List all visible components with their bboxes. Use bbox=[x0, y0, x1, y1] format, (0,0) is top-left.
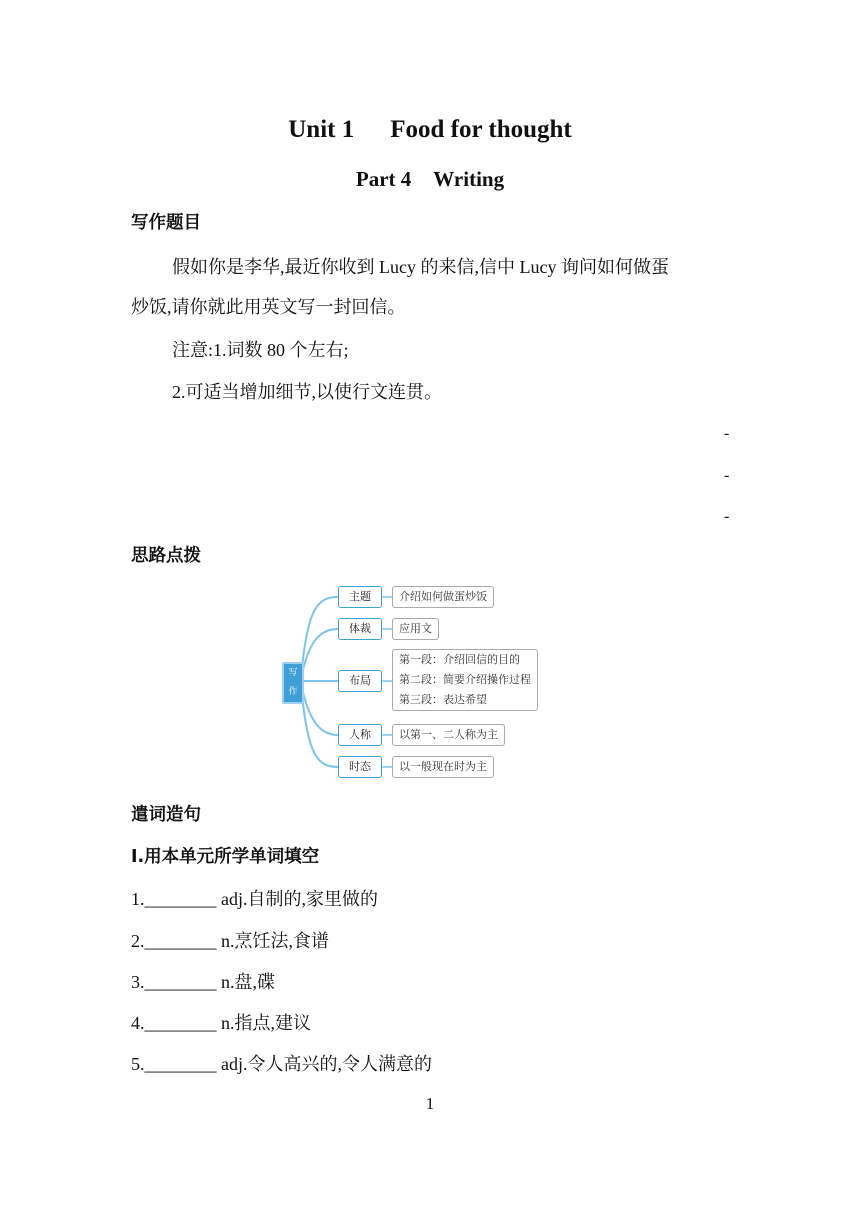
section-heading-task: 写作题目 bbox=[131, 213, 201, 233]
item-definition: n.指点,建议 bbox=[216, 1013, 311, 1033]
task-line-1: 假如你是李华,最近你收到 Lucy 的来信,信中 Lucy 询问如何做蛋 bbox=[172, 257, 669, 277]
document-title bbox=[0, 116, 860, 144]
answer-blank: ________ bbox=[144, 931, 217, 951]
mind-map-detail-person: 以第一、二人称为主 bbox=[392, 724, 505, 746]
task-line-2: 炒饭,请你就此用英文写一封回信。 bbox=[131, 297, 406, 317]
item-number: 3. bbox=[131, 972, 145, 992]
layout-line-1: 第一段：介绍回信的目的 bbox=[399, 653, 520, 666]
item-number: 2. bbox=[131, 931, 145, 951]
task-note-1: 注意:1.词数 80 个左右; bbox=[172, 340, 349, 360]
exercise-item bbox=[131, 927, 329, 953]
mind-map-node-person: 人称 bbox=[338, 724, 382, 746]
answer-blank: ________ bbox=[144, 1054, 217, 1074]
part-name: Writing bbox=[433, 167, 505, 191]
unit-number: Unit 1 bbox=[288, 116, 355, 143]
item-definition: adj.自制的,家里做的 bbox=[216, 889, 378, 909]
exercise-heading: Ⅰ.用本单元所学单词填空 bbox=[131, 847, 320, 867]
answer-blank: ________ bbox=[144, 972, 217, 992]
layout-line-2: 第二段：简要介绍操作过程 bbox=[399, 673, 531, 686]
mind-map-detail-genre: 应用文 bbox=[392, 618, 439, 640]
answer-blank: ________ bbox=[144, 889, 217, 909]
exercise-item bbox=[131, 885, 378, 911]
document-subtitle bbox=[0, 167, 860, 192]
mind-map-node-topic: 主题 bbox=[338, 586, 382, 608]
part-number: Part 4 bbox=[355, 167, 412, 191]
answer-line-marker: - bbox=[724, 508, 730, 525]
unit-topic: Food for thought bbox=[390, 116, 572, 143]
task-note-2: 2.可适当增加细节,以使行文连贯。 bbox=[172, 382, 442, 402]
mind-map-core: 写 作 bbox=[282, 662, 304, 704]
item-definition: n.烹饪法,食谱 bbox=[216, 931, 329, 951]
exercise-item bbox=[131, 1009, 311, 1035]
item-number: 4. bbox=[131, 1013, 145, 1033]
answer-line-marker: - bbox=[724, 467, 730, 484]
mind-map-node-tense: 时态 bbox=[338, 756, 382, 778]
page-number: 1 bbox=[425, 1094, 435, 1113]
answer-blank: ________ bbox=[144, 1013, 217, 1033]
mind-map bbox=[278, 578, 582, 784]
answer-line-marker: - bbox=[724, 425, 730, 442]
item-number: 5. bbox=[131, 1054, 145, 1074]
mind-map-detail-topic: 介绍如何做蛋炒饭 bbox=[392, 586, 494, 608]
item-definition: adj.令人高兴的,令人满意的 bbox=[216, 1054, 432, 1074]
mind-map-node-genre: 体裁 bbox=[338, 618, 382, 640]
section-heading-vocab: 遣词造句 bbox=[131, 805, 201, 825]
exercise-item bbox=[131, 968, 275, 994]
layout-line-3: 第三段：表达希望 bbox=[399, 693, 487, 706]
mind-map-detail-layout bbox=[392, 649, 538, 711]
mind-map-detail-tense: 以一般现在时为主 bbox=[392, 756, 494, 778]
exercise-item bbox=[131, 1050, 432, 1076]
section-heading-ideas: 思路点拨 bbox=[131, 546, 201, 566]
item-number: 1. bbox=[131, 889, 145, 909]
mind-map-node-layout: 布局 bbox=[338, 670, 382, 692]
item-definition: n.盘,碟 bbox=[216, 972, 275, 992]
